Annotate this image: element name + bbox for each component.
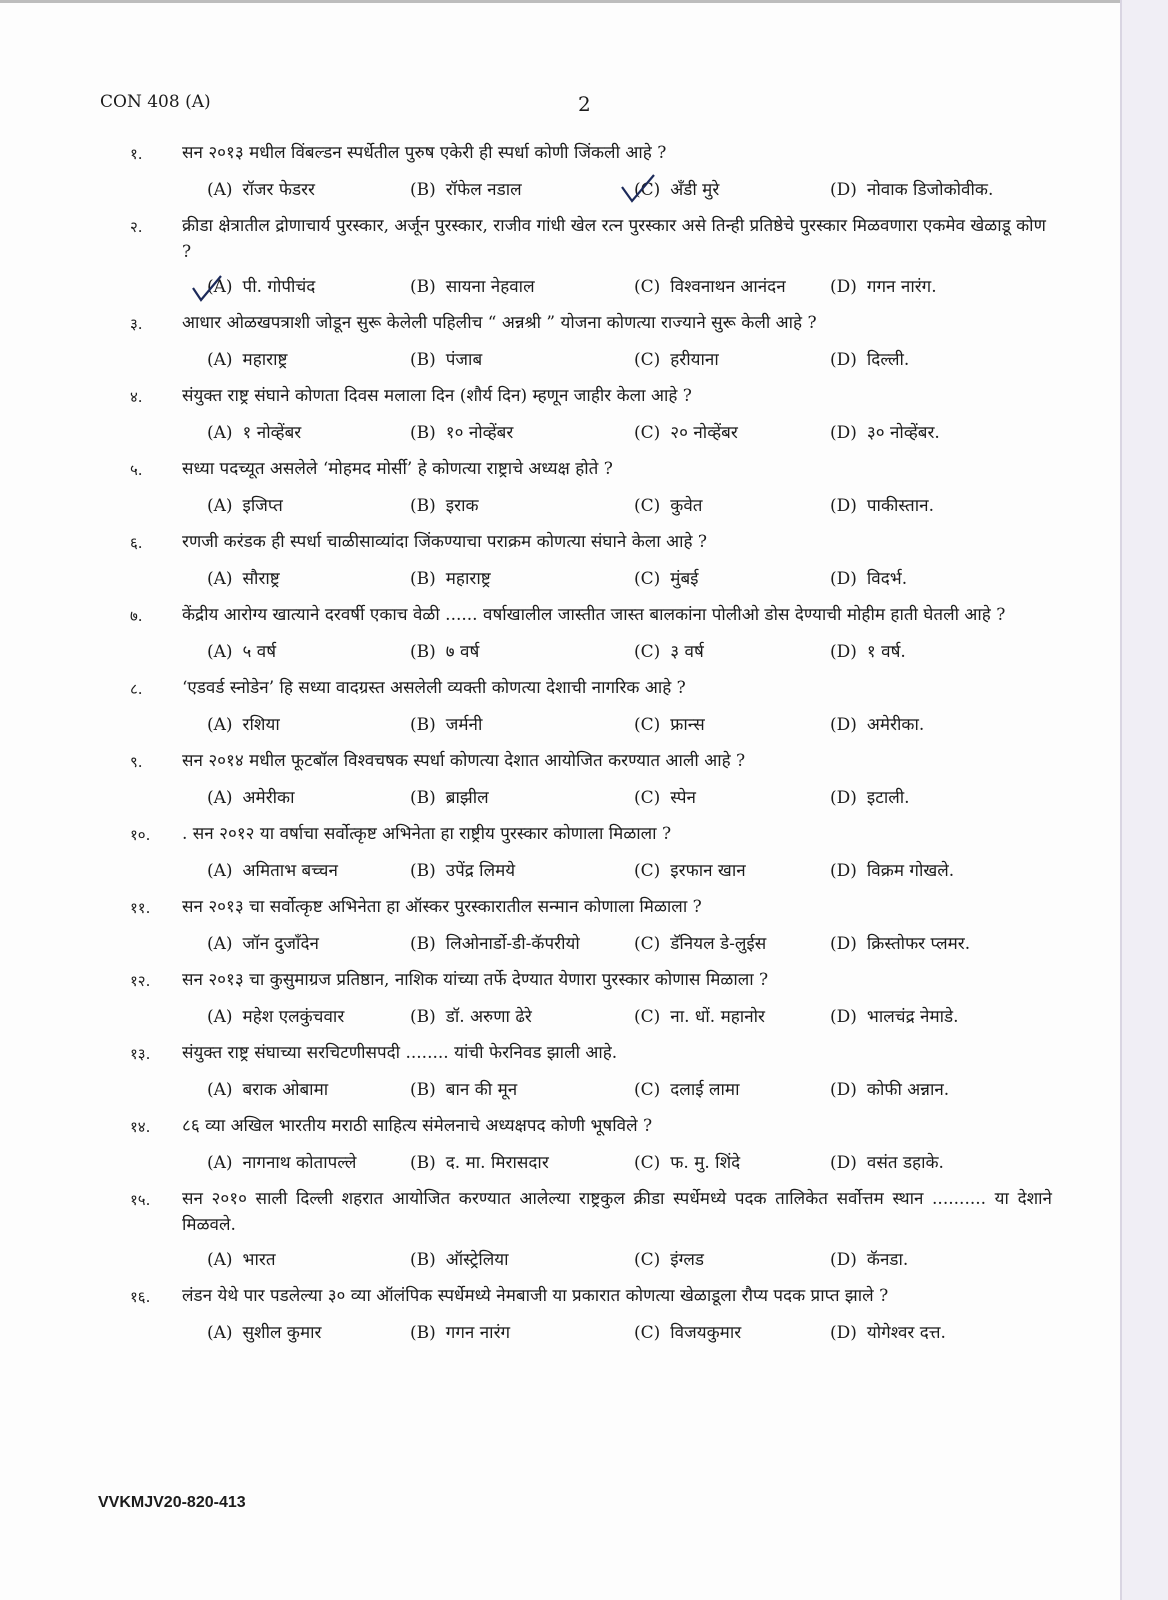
question-text: रणजी करंडक ही स्पर्धा चाळीसाव्यांदा जिंकण्याचा पराक्रम कोणत्या संघाने केला आहे ? xyxy=(182,532,708,552)
option-b: (B) रॉफेल नडाल xyxy=(410,180,522,200)
option-c: (C) स्पेन xyxy=(634,788,696,808)
question-number: ९. xyxy=(130,753,143,771)
question-text: क्रीडा क्षेत्रातील द्रोणाचार्य पुरस्कार, अर्जून पुरस्कार, राजीव गांधी खेल रत्न पुरस्कार असे तिन्ही प्रतिष्ठेचे पुरस्कार मिळवणारा एकमेव खेळाडू कोण ? xyxy=(182,216,1046,262)
option-d: (D) इटाली. xyxy=(830,788,910,808)
option-a: (A) रशिया xyxy=(207,715,280,735)
option-d: (D) गगन नारंग. xyxy=(830,277,937,297)
question-number: १३. xyxy=(130,1045,151,1063)
options-row xyxy=(0,785,1120,811)
question xyxy=(0,1283,1120,1346)
question xyxy=(0,602,1120,665)
question-text: केंद्रीय आरोग्य खात्याने दरवर्षी एकाच वेळी ...... वर्षाखालील जास्तीत जास्त बालकांना पोलीओ डोस देण्याची मोहीम हाती घेतली आहे ? xyxy=(182,605,1006,625)
question-number: १. xyxy=(130,145,143,163)
option-c: (C) ३ वर्ष xyxy=(634,642,704,662)
options-row xyxy=(0,1150,1120,1176)
question xyxy=(0,1040,1120,1103)
option-b: (B) बान की मून xyxy=(410,1080,518,1100)
question-text: ‘एडवर्ड स्नोडेन’ हि सध्या वादग्रस्त असलेली व्यक्ती कोणत्या देशाची नागरिक आहे ? xyxy=(182,678,686,698)
option-c: (C) अँडी मुरे xyxy=(634,177,719,203)
options-row xyxy=(0,712,1120,738)
option-b: (B) द. मा. मिरासदार xyxy=(410,1153,549,1173)
question-number: ३. xyxy=(130,315,143,333)
option-b: (B) डॉ. अरुणा ढेरे xyxy=(410,1007,532,1027)
options-row xyxy=(0,274,1120,300)
question-number: ८. xyxy=(130,680,143,698)
option-a: (A) महेश एलकुंचवार xyxy=(207,1007,345,1027)
question-text: सन २०१० साली दिल्ली शहरात आयोजित करण्यात आलेल्या राष्ट्रकुल क्रीडा स्पर्धेमध्ये पदक तालिकेत सर्वोत्तम स्थान .......... या देशाने मिळवले. xyxy=(182,1189,1052,1235)
option-c: (C) हरीयाना xyxy=(634,350,719,370)
question-text: संयुक्त राष्ट्र संघाच्या सरचिटणीसपदी ........ यांची फेरनिवड झाली आहे. xyxy=(182,1043,618,1063)
question-number: ४. xyxy=(130,388,143,406)
option-a: (A) महाराष्ट्र xyxy=(207,350,288,370)
options-row xyxy=(0,177,1120,203)
option-b: (B) महाराष्ट्र xyxy=(410,569,491,589)
options-row xyxy=(0,1247,1120,1273)
question-list xyxy=(0,140,1120,1356)
question-text: आधार ओळखपत्राशी जोडून सुरू केलेली पहिलीच “ अन्नश्री ” योजना कोणत्या राज्याने सुरू केली आहे ? xyxy=(182,313,817,333)
question-number: १४. xyxy=(130,1118,151,1136)
option-a: (A) अमेरीका xyxy=(207,788,295,808)
option-d: (D) दिल्ली. xyxy=(830,350,910,370)
option-a: (A) बराक ओबामा xyxy=(207,1080,329,1100)
question xyxy=(0,310,1120,373)
option-c: (C) इंग्लड xyxy=(634,1250,705,1270)
option-a: (A) सुशील कुमार xyxy=(207,1323,322,1343)
option-c: (C) कुवेत xyxy=(634,496,703,516)
question-text: संयुक्त राष्ट्र संघाने कोणता दिवस मलाला दिन (शौर्य दिन) म्हणून जाहीर केला आहे ? xyxy=(182,386,692,406)
option-c: (C) दलाई लामा xyxy=(634,1080,740,1100)
option-a: (A) अमिताभ बच्चन xyxy=(207,861,338,881)
options-row xyxy=(0,1320,1120,1346)
option-d: (D) कोफी अन्नान. xyxy=(830,1080,950,1100)
option-b: (B) सायना नेहवाल xyxy=(410,277,535,297)
options-row xyxy=(0,420,1120,446)
question-text: सन २०१३ चा सर्वोत्कृष्ट अभिनेता हा ऑस्कर पुरस्कारातील सन्मान कोणाला मिळाला ? xyxy=(182,897,702,917)
option-a: (A) जॉन दुजाँदेन xyxy=(207,934,319,954)
question-number: ७. xyxy=(130,607,143,625)
question-number: ६. xyxy=(130,534,143,552)
question xyxy=(0,894,1120,957)
option-a: (A) सौराष्ट्र xyxy=(207,569,280,589)
options-row xyxy=(0,931,1120,957)
option-d: (D) विदर्भ. xyxy=(830,569,908,589)
option-c: (C) ना. धों. महानोर xyxy=(634,1007,765,1027)
question-text: ८६ व्या अखिल भारतीय मराठी साहित्य संमेलनाचे अध्यक्षपद कोणी भूषविले ? xyxy=(182,1116,653,1136)
option-b: (B) उपेंद्र लिमये xyxy=(410,861,516,881)
question xyxy=(0,967,1120,1030)
option-b: (B) जर्मनी xyxy=(410,715,483,735)
question xyxy=(0,1113,1120,1176)
option-c: (C) २० नोव्हेंबर xyxy=(634,423,738,443)
options-row xyxy=(0,493,1120,519)
question xyxy=(0,1186,1120,1273)
option-b: (B) १० नोव्हेंबर xyxy=(410,423,514,443)
option-d: (D) कॅनडा. xyxy=(830,1250,909,1270)
question xyxy=(0,456,1120,519)
option-d: (D) वसंत डहाके. xyxy=(830,1153,944,1173)
option-a: (A) रॉजर फेडरर xyxy=(207,180,315,200)
option-c: (C) विश्वनाथन आनंदन xyxy=(634,277,786,297)
option-b: (B) लिओनार्डो-डी-कॅपरीयो xyxy=(410,934,580,954)
option-b: (B) इराक xyxy=(410,496,479,516)
question xyxy=(0,383,1120,446)
page-edge-strip xyxy=(1120,0,1168,1600)
options-row xyxy=(0,347,1120,373)
options-row xyxy=(0,1004,1120,1030)
question xyxy=(0,213,1120,300)
option-d: (D) योगेश्वर दत्त. xyxy=(830,1323,946,1343)
question xyxy=(0,140,1120,203)
handwritten-tick-mark-icon xyxy=(620,173,666,205)
option-c: (C) इरफान खान xyxy=(634,861,746,881)
option-a: (A) इजिप्त xyxy=(207,496,283,516)
option-d: (D) नोवाक डिजोकोवीक. xyxy=(830,180,994,200)
question-text: सन २०१३ मधील विंबल्डन स्पर्धेतील पुरुष एकेरी ही स्पर्धा कोणी जिंकली आहे ? xyxy=(182,143,667,163)
option-d: (D) १ वर्ष. xyxy=(830,642,906,662)
question-text: सध्या पदच्यूत असलेले ‘मोहमद मोर्सी’ हे कोणत्या राष्ट्राचे अध्यक्ष होते ? xyxy=(182,459,613,479)
question-number: १६. xyxy=(130,1288,151,1306)
question-text: . सन २०१२ या वर्षाचा सर्वोत्कृष्ट अभिनेता हा राष्ट्रीय पुरस्कार कोणाला मिळाला ? xyxy=(182,824,672,844)
option-c: (C) विजयकुमार xyxy=(634,1323,742,1343)
options-row xyxy=(0,1077,1120,1103)
question xyxy=(0,821,1120,884)
question xyxy=(0,675,1120,738)
handwritten-tick-mark-icon xyxy=(191,268,241,304)
question-text: सन २०१३ चा कुसुमाग्रज प्रतिष्ठान, नाशिक यांच्या तर्फे देण्यात येणारा पुरस्कार कोणास मिळाला ? xyxy=(182,970,769,990)
option-d: (D) विक्रम गोखले. xyxy=(830,861,955,881)
options-row xyxy=(0,858,1120,884)
option-a: (A) पी. गोपीचंद xyxy=(207,274,315,300)
page-number: 2 xyxy=(578,92,591,116)
option-a: (A) नागनाथ कोतापल्ले xyxy=(207,1153,357,1173)
option-b: (B) ब्राझील xyxy=(410,788,489,808)
option-d: (D) अमेरीका. xyxy=(830,715,925,735)
option-a: (A) ५ वर्ष xyxy=(207,642,277,662)
question xyxy=(0,529,1120,592)
question-text: सन २०१४ मधील फूटबॉल विश्वचषक स्पर्धा कोणत्या देशात आयोजित करण्यात आली आहे ? xyxy=(182,751,746,771)
option-d: (D) पाकीस्तान. xyxy=(830,496,934,516)
option-b: (B) पंजाब xyxy=(410,350,483,370)
question-number: १२. xyxy=(130,972,151,990)
question-number: २. xyxy=(130,218,143,236)
option-c: (C) फ. मु. शिंदे xyxy=(634,1153,741,1173)
option-a: (A) १ नोव्हेंबर xyxy=(207,423,302,443)
option-c: (C) डॅनियल डे-लुईस xyxy=(634,934,767,954)
option-c: (C) मुंबई xyxy=(634,569,699,589)
option-d: (D) क्रिस्तोफर प्लमर. xyxy=(830,934,971,954)
question-text: लंडन येथे पार पडलेल्या ३० व्या ऑलंपिक स्पर्धेमध्ये नेमबाजी या प्रकारात कोणत्या खेळाडूला रौप्य पदक प्राप्त झाले ? xyxy=(182,1286,889,1306)
option-b: (B) ऑस्ट्रेलिया xyxy=(410,1250,509,1270)
option-b: (B) ७ वर्ष xyxy=(410,642,480,662)
options-row xyxy=(0,566,1120,592)
question-number: ५. xyxy=(130,461,143,479)
question xyxy=(0,748,1120,811)
top-edge-rule xyxy=(0,0,1120,3)
question-number: ११. xyxy=(130,899,151,917)
option-a: (A) भारत xyxy=(207,1250,276,1270)
paper-code: CON 408 (A) xyxy=(100,92,211,112)
option-b: (B) गगन नारंग xyxy=(410,1323,511,1343)
option-d: (D) भालचंद्र नेमाडे. xyxy=(830,1007,959,1027)
footer-code: VVKMJV20-820-413 xyxy=(98,1494,246,1511)
options-row xyxy=(0,639,1120,665)
question-number: १०. xyxy=(130,826,151,844)
option-d: (D) ३० नोव्हेंबर. xyxy=(830,423,940,443)
option-c: (C) फ्रान्स xyxy=(634,715,705,735)
question-number: १५. xyxy=(130,1191,151,1209)
